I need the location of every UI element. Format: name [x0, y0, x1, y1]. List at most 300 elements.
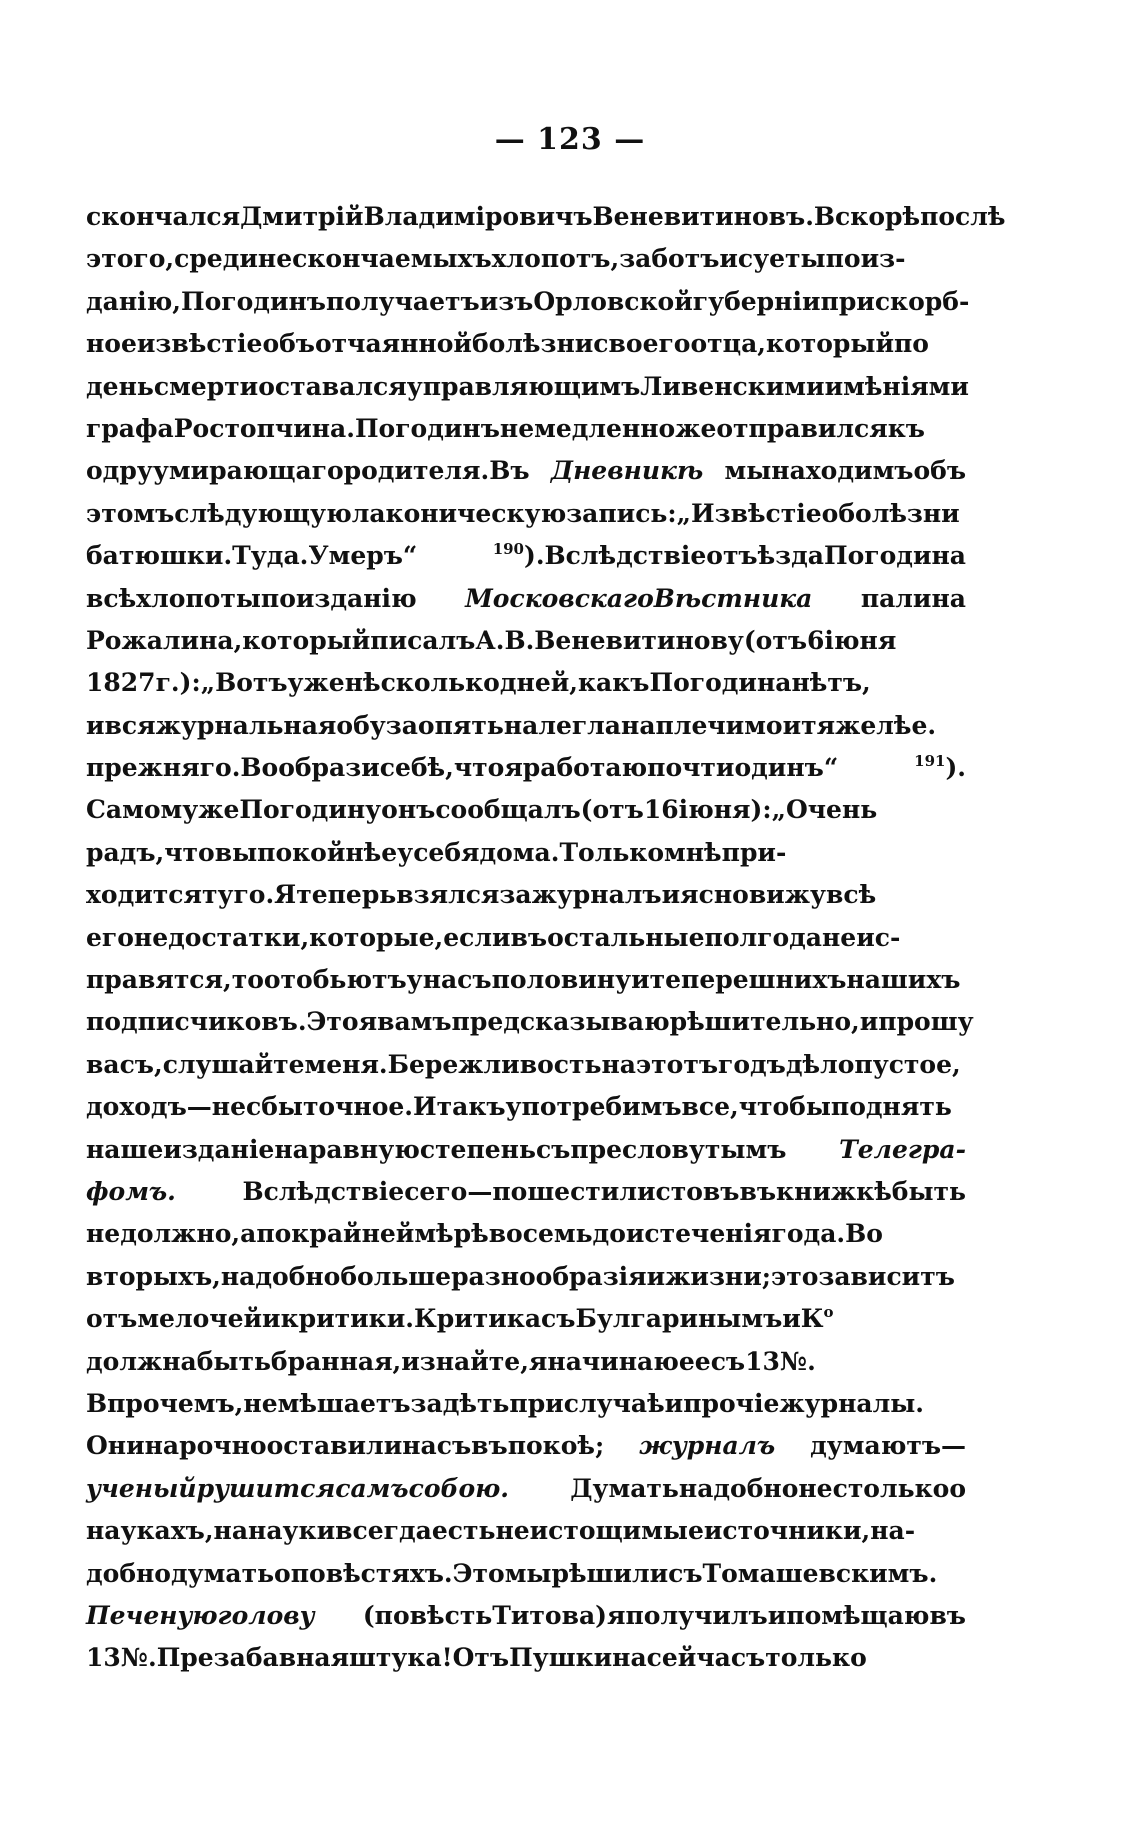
word-text: должна [86, 1346, 197, 1376]
text-line [86, 1213, 966, 1255]
word-text: Я [274, 880, 297, 910]
word-text: нескончаемыхъ [257, 244, 492, 274]
text-line [86, 1044, 966, 1086]
italic-word: фомъ. [86, 1176, 176, 1206]
word [86, 323, 929, 365]
word-text: журналы. [779, 1388, 924, 1418]
word [639, 1425, 775, 1467]
word-text: умирающаго [152, 456, 344, 486]
word-text: Бережливость [387, 1049, 602, 1079]
word-text: изданію [295, 583, 417, 613]
word [86, 1001, 974, 1043]
word-text: годъ [718, 1049, 786, 1079]
word-text: журнальная [155, 710, 337, 740]
word-text: теперешнихъ [649, 965, 847, 995]
word-text: — [186, 1092, 212, 1122]
word-text: о [949, 1473, 966, 1503]
word-text: болѣзни [471, 329, 594, 359]
word-text: съ [541, 1304, 576, 1334]
word-text: если [443, 922, 511, 952]
word-text: — [941, 1431, 966, 1461]
italic-word: собою. [408, 1473, 509, 1503]
word-text: слушайте [162, 1049, 305, 1079]
word-text: Владиміровичъ [363, 202, 593, 231]
word-text: Вслѣдствіе [544, 541, 707, 571]
word-text: мы [504, 1558, 552, 1588]
word-text: запись: [566, 498, 677, 528]
word-text: съ [535, 1134, 571, 1164]
word-text: Критика [413, 1304, 542, 1334]
word-text: вижу [748, 880, 826, 910]
text-line [86, 1553, 966, 1595]
word-text: это [771, 1261, 819, 1291]
text-line [86, 238, 966, 280]
italic-word: Телегра- [839, 1134, 966, 1164]
word-text: насъ [402, 1431, 472, 1461]
word [86, 1171, 176, 1213]
word-text: сбыточное. [245, 1092, 413, 1122]
word [86, 408, 925, 450]
text-line [86, 832, 966, 874]
word-text: дома. [479, 837, 560, 867]
word-text: по [825, 244, 861, 274]
word-text: равную [308, 1134, 420, 1164]
word-text: всѣ [825, 880, 877, 910]
word-text: прежняго. [86, 753, 241, 783]
word-text: года. [771, 1219, 846, 1249]
word-text: листовъ [619, 1176, 740, 1206]
word-text: надобно [678, 1473, 799, 1503]
word-text: и [631, 965, 650, 995]
word-text: дней, [499, 668, 578, 698]
word [86, 1553, 937, 1595]
word [86, 789, 877, 831]
italic-word: Вѣстника [653, 583, 813, 613]
text-line [86, 366, 969, 408]
word-text: Думать [570, 1473, 679, 1503]
word-text: вторыхъ, [86, 1261, 221, 1291]
word-text: хлопоты [136, 583, 261, 613]
word-text: отъѣзда [706, 541, 825, 571]
word-text: повѣстяхъ. [290, 1558, 453, 1588]
word-text: то [231, 965, 264, 995]
word-text: 16 [643, 795, 679, 825]
word-text: критики. [280, 1304, 414, 1334]
word-text: прискорб- [820, 286, 970, 316]
word-text: и [782, 1304, 801, 1334]
word-text: нѣтъ, [791, 668, 871, 698]
word-text: данію, [86, 286, 181, 316]
word-text: недостатки, [133, 922, 310, 952]
word-text: налегла [503, 710, 622, 740]
word-text: — [467, 1176, 493, 1206]
word-text: Погодина [649, 668, 792, 698]
word-text: болѣзни [838, 498, 960, 528]
word-text: Рожалина, [86, 625, 243, 655]
word-text: который [242, 625, 371, 655]
word-text: себѣ, [379, 753, 454, 783]
word-text: и [86, 710, 105, 740]
word-text: чтобы [738, 1092, 831, 1122]
word-text: среди [174, 244, 258, 274]
word-text: (отъ [580, 795, 644, 825]
word-text: ис- [856, 922, 901, 952]
word [551, 450, 703, 492]
text-line [86, 1468, 966, 1510]
word-text: Пушкина [509, 1643, 647, 1673]
word-text: мелочей [137, 1304, 263, 1334]
word [839, 1129, 966, 1171]
word-text: из- [860, 244, 906, 274]
word-text: въ [929, 1600, 966, 1630]
italic-word: самъ [335, 1473, 409, 1503]
italic-word: Дневникѣ [550, 456, 704, 486]
word-text: отъ [86, 1304, 138, 1334]
word-text: полгода [704, 922, 822, 952]
word [86, 196, 1005, 238]
word-text: столько [832, 1473, 950, 1503]
word-text: Вообрази [240, 753, 380, 783]
word [86, 1383, 924, 1425]
word [86, 1468, 509, 1510]
word-text: ное [86, 329, 137, 359]
word-text: на- [870, 1516, 916, 1546]
word-text: извѣстіе [136, 329, 263, 359]
word-text: не [243, 1388, 278, 1418]
word-text: у [406, 965, 423, 995]
word-text: надобно [220, 1261, 341, 1291]
word-text: въ [739, 1176, 777, 1206]
word-text: насъ [422, 965, 492, 995]
word-text: Въ [489, 456, 530, 486]
word-text: только [765, 1643, 867, 1673]
word-text: находимъ [771, 456, 914, 486]
word [86, 1595, 315, 1637]
footnote-marker: 191 [914, 752, 946, 771]
text-line [86, 1256, 966, 1298]
word-text: у [397, 837, 414, 867]
word-text: изъ [479, 286, 534, 316]
word-text: суеты [737, 244, 826, 274]
word-text: Ливенскими [640, 371, 825, 401]
word-text: родителя. [343, 456, 490, 486]
word-text: который [766, 329, 894, 359]
word-text: не [211, 1092, 246, 1122]
word-text: Только [559, 837, 665, 867]
word-text: Вслѣдствіе [242, 1176, 405, 1206]
word-text: (отъ [743, 625, 807, 655]
word-text: которые, [309, 922, 444, 952]
word-text: отобьютъ [263, 965, 407, 995]
word [86, 281, 969, 323]
text-line [86, 323, 966, 365]
word-text: доходъ [86, 1092, 187, 1122]
word-text: по [256, 1219, 292, 1249]
word [86, 832, 786, 874]
word [86, 450, 530, 492]
word-text: задѣть [410, 1388, 510, 1418]
word-text: все, [681, 1092, 739, 1122]
word-text: Булгаринымъ [575, 1304, 783, 1334]
text-line [86, 1510, 966, 1552]
word-text: и [401, 1346, 420, 1376]
word-text: іюня [824, 625, 897, 655]
word-text: наше [86, 1134, 164, 1164]
word-text: же [198, 795, 240, 825]
word-text: штука! [349, 1643, 453, 1673]
word-text: Самому [86, 795, 199, 825]
word-text: мои [744, 710, 802, 740]
word-text: обуза [336, 710, 418, 740]
word-text: оставили [266, 1431, 403, 1461]
word-text: должно, [120, 1219, 241, 1249]
word-text: на [931, 583, 966, 613]
word-text: этомъ [86, 498, 175, 528]
word-text: пресловутымъ [570, 1134, 787, 1164]
word-text: и [262, 1304, 281, 1334]
word-text: этотъ [635, 1049, 718, 1079]
word-text: ). [945, 753, 966, 783]
word-text: его [86, 922, 134, 952]
word-text: быть [891, 1176, 966, 1206]
word-text: онъ [381, 795, 436, 825]
word-text: вся [104, 710, 156, 740]
word-text: Впрочемъ, [86, 1388, 244, 1418]
word-text: Погодинъ [181, 286, 326, 316]
word-text: степень [419, 1134, 536, 1164]
word-text: Погодину [239, 795, 382, 825]
word-text: Туда. [232, 541, 309, 571]
word-text: прочіе [683, 1388, 780, 1418]
word-text: день [86, 371, 154, 401]
word-text: и [646, 1261, 666, 1291]
word-text: я [358, 1007, 378, 1037]
italic-word: голову [217, 1600, 315, 1630]
word-text: бранная, [270, 1346, 402, 1376]
word-text: своего [593, 329, 691, 359]
word-text: радъ, [86, 837, 165, 867]
word-text: вамъ [377, 1007, 452, 1037]
word-text: въ [510, 922, 548, 952]
word-text: нѣсколько [344, 668, 500, 698]
word [86, 238, 905, 280]
word-text: журналъ [531, 880, 662, 910]
word [861, 578, 966, 620]
word-text: Вскорѣ [813, 202, 921, 231]
word [86, 578, 417, 620]
word [86, 1637, 867, 1679]
word-text: не [822, 922, 857, 952]
word-text: на [601, 1049, 636, 1079]
word [86, 366, 969, 408]
text-line [86, 535, 966, 577]
word-text: (повѣсть [362, 1600, 493, 1630]
word-text: „Извѣстіе [676, 498, 822, 528]
word-text: Титова) [492, 1600, 607, 1630]
word-text: половину [491, 965, 632, 995]
word-text: всѣ [86, 583, 137, 613]
word-text: меня. [304, 1049, 388, 1079]
text-line [86, 705, 966, 747]
word-text: мы [724, 456, 772, 486]
word-text: помѣщаю [786, 1600, 930, 1630]
word-text: и [661, 880, 681, 910]
word-text: что [453, 753, 505, 783]
word-text: по [260, 583, 296, 613]
word-text: о [821, 498, 839, 528]
word-text: употребимъ [505, 1092, 682, 1122]
word-text: ясно [680, 880, 749, 910]
word [810, 1425, 966, 1467]
word-text: „Вотъ [200, 668, 288, 698]
word-text: сего [404, 1176, 468, 1206]
word-text: при [509, 1388, 564, 1418]
word-text: одинъ“ [734, 753, 839, 783]
word-text: поднять [830, 1092, 952, 1122]
word [86, 1044, 961, 1086]
italic-word: Московскаго [465, 583, 654, 613]
word-text: же [675, 413, 717, 443]
word-text: Презабавная [156, 1643, 350, 1673]
word-text: писалъ [370, 625, 476, 655]
word-text: И [413, 1092, 437, 1122]
text-line [86, 959, 966, 1001]
word-text: правятся, [86, 965, 232, 995]
text-line [86, 493, 966, 535]
word-text: Во [845, 1219, 883, 1249]
italic-word: журналъ [639, 1431, 776, 1461]
word-text: объ [262, 329, 315, 359]
word-text: какъ [577, 668, 650, 698]
word-text: восемь [488, 1219, 593, 1249]
word-text: объ [913, 456, 966, 486]
word-text: съ [710, 1346, 746, 1376]
word-text: „Очень [771, 795, 878, 825]
text-line [86, 1086, 966, 1128]
footnote-marker: о [823, 1303, 834, 1322]
word-text: получилъ [625, 1600, 768, 1630]
word [465, 578, 812, 620]
word-text: на [274, 1134, 309, 1164]
word-text: К [800, 1304, 824, 1334]
word-text: больше [340, 1261, 452, 1291]
word [86, 917, 900, 959]
word-text: теперь [296, 880, 397, 910]
word-text: по [492, 1176, 528, 1206]
text-line [86, 1383, 966, 1425]
word-text: имѣніями [824, 371, 969, 401]
word [570, 1468, 966, 1510]
word-text: №. [779, 1346, 816, 1376]
word [86, 874, 876, 916]
word-text: пали [860, 583, 932, 613]
word-text: Умеръ“ [308, 541, 418, 571]
word-text: жизни; [665, 1261, 771, 1291]
word-text: знайте, [419, 1346, 529, 1376]
word-text: васъ, [86, 1049, 163, 1079]
word-text: по [894, 329, 929, 359]
word-text: іюня): [678, 795, 772, 825]
word-text: опять [417, 710, 504, 740]
word [86, 1298, 834, 1340]
word-text: я [504, 753, 523, 783]
word [86, 1341, 816, 1383]
word-text: отправился [716, 413, 888, 443]
word-text: я [607, 1600, 626, 1630]
word-text: скончался [86, 202, 241, 231]
word [86, 493, 960, 535]
word-text: остальные [547, 922, 705, 952]
italic-word: ученый [86, 1473, 197, 1503]
word-text: пустое, [854, 1049, 961, 1079]
word-text: быть [196, 1346, 271, 1376]
word-text: Отъ [452, 1643, 510, 1673]
word-text: мнѣ [664, 837, 722, 867]
word-text: при- [721, 837, 787, 867]
word-text: немедленно [499, 413, 676, 443]
word-text: Ростопчина. [173, 413, 355, 443]
word [86, 705, 936, 747]
word-text: съ [668, 1558, 703, 1588]
word-text: думаютъ [810, 1431, 941, 1461]
word-text: неистощимые [495, 1516, 704, 1546]
word-text: тяжелѣе. [801, 710, 937, 740]
word-text: батюшки. [86, 541, 233, 571]
text-line [86, 1637, 966, 1679]
word-text: подписчиковъ. [86, 1007, 307, 1037]
word-text: не [86, 1219, 121, 1249]
word-text: вы [214, 837, 258, 867]
word-text: не [798, 1473, 833, 1503]
word-text: работаю [522, 753, 648, 783]
word-text: 13 [745, 1346, 780, 1376]
word-text: Томашевскимъ. [702, 1558, 938, 1588]
word-text: почти [647, 753, 735, 783]
word-text: а [240, 1219, 257, 1249]
word-text: покойнѣе [257, 837, 398, 867]
word [86, 1425, 604, 1467]
text-line [86, 1298, 966, 1340]
word-text: начинаю [547, 1346, 679, 1376]
word-text: есть [431, 1516, 496, 1546]
word-text: мѣшаетъ [277, 1388, 411, 1418]
word-text: 6 [807, 625, 825, 655]
word-text: 1827 [86, 668, 156, 698]
word-text: на [621, 710, 656, 740]
word [86, 620, 896, 662]
word-text: сейчасъ [646, 1643, 766, 1673]
word-text: Погодинъ [354, 413, 500, 443]
text-line [86, 662, 966, 704]
word-text: до [592, 1219, 626, 1249]
word-text: 13 [86, 1643, 121, 1673]
word-text: Орловской [533, 286, 693, 316]
word-text: изданіе [163, 1134, 275, 1164]
word-text: шести [527, 1176, 620, 1206]
word [86, 959, 960, 1001]
word-text: всегда [335, 1516, 432, 1546]
word-text: управляющимъ [406, 371, 641, 401]
word-text: о [274, 1558, 291, 1588]
word-text: хлопотъ, [491, 244, 620, 274]
word [914, 747, 966, 789]
word-text: книжкѣ [776, 1176, 892, 1206]
word-text: нашихъ [846, 965, 961, 995]
word-text: Это [452, 1558, 505, 1588]
word-text: рѣшительно, [669, 1007, 860, 1037]
word-text: послѣ [920, 202, 1006, 231]
word-text: прошу [878, 1007, 974, 1037]
